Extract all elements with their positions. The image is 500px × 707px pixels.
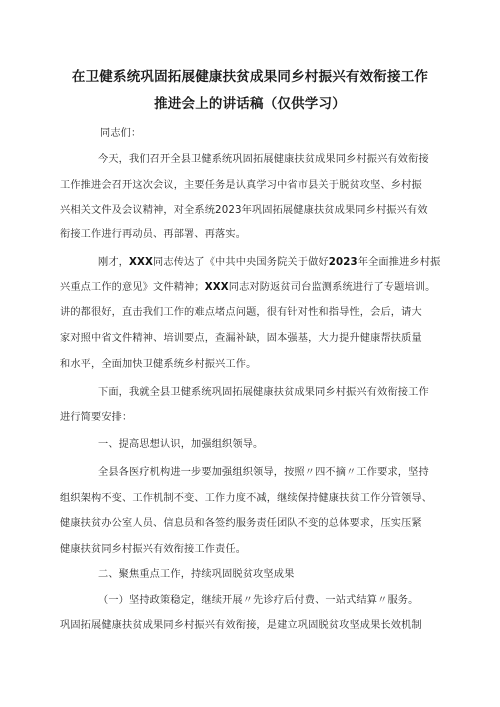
paragraph-1-line: 衔接工作进行再动员、再部署、再落实。: [60, 229, 247, 240]
section-heading-1: 一、提高思想认识，加强组织领导。: [98, 439, 264, 450]
paragraph-2-line: [60, 278, 436, 293]
bold-run: 2023: [328, 257, 358, 268]
paragraph-1-line: 兴相关文件及会议精神，对全系统2023年巩固拓展健康扶贫成果同乡村振兴有效: [60, 205, 428, 216]
text-run: 刚才，: [98, 257, 130, 268]
paragraph-2-line: 家对照中省文件精神、培训要点，查漏补缺，固本强基，大力提升健康帮扶质量: [60, 333, 422, 344]
paragraph-3-line: 下面，我就全县卫健系统巩固拓展健康扶贫成果同乡村振兴有效衔接工作: [98, 387, 429, 398]
bold-run: XXX: [129, 257, 154, 268]
paragraph-4-line: 全县各医疗机构进一步要加强组织领导，按照〃四不摘〃工作要求，坚持: [98, 467, 429, 478]
document-title-line-1: 在卫健系统巩固拓展健康扶贫成果同乡村振兴有效衔接工作: [71, 69, 429, 85]
paragraph-2-line: 讲的都很好，直击我们工作的难点堵点问题，很有针对性和指导性，会后，请大: [60, 307, 422, 318]
salutation: 同志们：: [100, 128, 142, 139]
section-heading-2: 二、聚焦重点工作，持续巩固脱贫攻坚成果: [98, 569, 295, 580]
paragraph-3-line: 进行简要安排：: [60, 412, 133, 423]
paragraph-1-line: 今天，我们召开全县卫健系统巩固拓展健康扶贫成果同乡村振兴有效衔接: [98, 154, 429, 165]
text-run: 年全面推进乡村振: [357, 257, 441, 268]
text-run: 同志传达了《中共中央国务院关于做好: [153, 257, 329, 268]
paragraph-4-line: 健康扶贫办公室人员、信息员和各签约服务责任团队不变的总体要求，压实压紧: [60, 518, 422, 529]
paragraph-4-line: 健康扶贫同乡村振兴有效衔接工作责任。: [60, 544, 247, 555]
text-run: 兴重点工作的意见》文件精神；: [60, 282, 205, 293]
subsection-heading: （一）坚持政策稳定，继续开展〃先诊疗后付费、一站式结算〃服务。: [98, 595, 419, 606]
paragraph-4-line: 组织架构不变、工作机制不变、工作力度不减，继续保持健康扶贫工作分管领导、: [60, 493, 433, 504]
paragraph-1-line: 工作推进会召开这次会议，主要任务是认真学习中省市县关于脱贫攻坚、乡村振: [60, 180, 422, 191]
bold-run: XXX: [204, 282, 229, 293]
text-run: 同志对防返贫司台监测系统进行了专题培训。: [228, 282, 436, 293]
paragraph-2-line: [98, 253, 440, 268]
paragraph-5-line: 巩固拓展健康扶贫成果同乡村振兴有效衔接，是建立巩固脱贫攻坚成果长效机制: [60, 620, 422, 631]
document-title-line-2: 推进会上的讲话稿（仅供学习）: [154, 96, 346, 112]
paragraph-2-line: 和水平，全面加快卫健系统乡村振兴工作。: [60, 359, 257, 370]
